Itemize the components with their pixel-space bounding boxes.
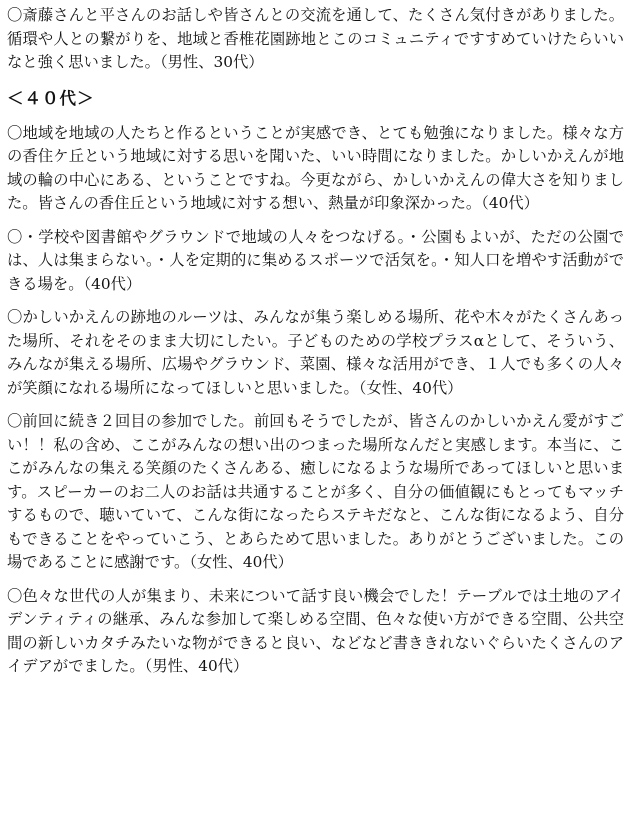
comment-4: 〇前回に続き２回目の参加でした。前回もそうでしたが、皆さんのかしいかえん愛がすごい！！私の含め、ここがみんなの想い出のつまった場所なんだと実感します。本当に、ここがみんなの集える笑顔のたくさんある、癒しになるような場所であってほしいと思います。スピーカーのお二人のお話は共通することが多く、自分の価値観にもとってもマッチするもので、聴いていて、こんな街になったらステキだなと、こんな街になるよう、自分もできることをやっていこう、とあらためて思いました。ありがとうございました。この場であることに感謝です。（女性、40代） [7, 412, 624, 571]
comment-2: 〇・学校や図書館やグラウンドで地域の人々をつなげる。・公園もよいが、ただの公園では、人は集まらない。・人を定期的に集めるスポーツで活気を。・知人口を増やす活動ができる場を。（40代） [7, 227, 624, 293]
intro-comment: 〇斎藤さんと平さんのお話しや皆さんとの交流を通して、たくさん気付きがありました。循環や人との繋がりを、地域と香椎花園跡地とこのコミュニティですすめていけたらいいなと強く思いました。（男性、30代） [7, 6, 624, 71]
section-heading-40s: ＜４０代＞ [7, 88, 95, 108]
comment-1: 〇地域を地域の人たちと作るということが実感でき、とても勉強になりました。様々な方の香住ケ丘という地域に対する思いを聞いた、いい時間になりました。かしいかえんが地域の輪の中心にある、ということですね。今更ながら、かしいかえんの偉大さを知りました。皆さんの香住丘という地域に対する想い、熱量が印象深かった。（40代） [7, 123, 624, 212]
comment-5: 〇色々な世代の人が集まり、未来について話す良い機会でした！テーブルでは土地のアイデンティティの継承、みんな参加して楽しめる空間、色々な使い方ができる空間、公共空間の新しいカタチみたいな物ができると良い、などなど書ききれないぐらいたくさんのアイデアがでました。（男性、40代） [7, 586, 624, 675]
comment-3: 〇かしいかえんの跡地のルーツは、みんなが集う楽しめる場所、花や木々がたくさんあった場所、それをそのまま大切にしたい。子どものための学校プラスαとして、そういう、みんなが集える場所、広場やグラウンド、菜園、様々な活用ができ、１人でも多くの人々が笑顔になれる場所になってほしいと思いました。（女性、40代） [7, 308, 624, 397]
